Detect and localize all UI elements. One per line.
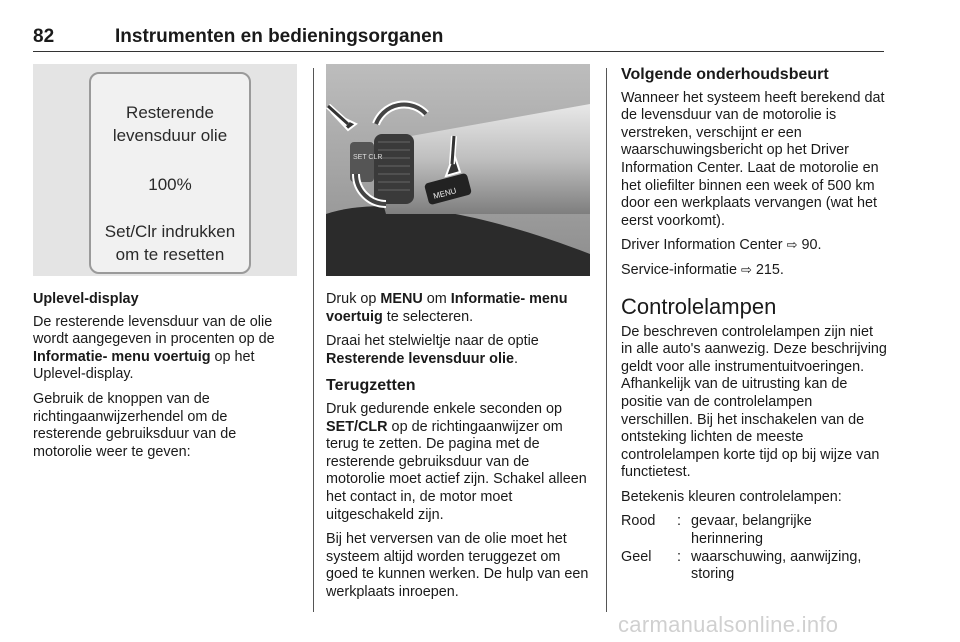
text-span: om <box>422 291 451 307</box>
text-span: op het Uplevel-display. <box>33 348 255 383</box>
page-header <box>33 26 884 48</box>
legend-sep: : <box>677 513 681 530</box>
heading-controlelampen: Controlelampen <box>621 293 777 319</box>
option-term: Resterende levensduur olie <box>326 350 514 367</box>
page-number: 82 <box>33 26 55 47</box>
column-2 <box>326 291 592 609</box>
paragraph-menu-select <box>326 291 592 326</box>
column-divider-2 <box>606 68 607 612</box>
display-screen <box>89 72 251 274</box>
display-line-4: Set/Clr indrukken <box>104 222 236 241</box>
stalk-label-menu: MENU <box>432 186 458 201</box>
heading-uplevel-display: Uplevel-display <box>33 291 139 307</box>
figure-uplevel-display <box>33 64 297 276</box>
legend-value: waarschuwing, aanwijzing, storing <box>691 548 862 583</box>
display-line-2: levensduur olie <box>112 126 228 145</box>
legend-key: Rood <box>621 513 656 530</box>
paragraph-uplevel-1 <box>33 314 299 384</box>
column-1 <box>33 291 299 468</box>
page-ref-icon: ⇨ <box>740 262 752 278</box>
page-ref-number[interactable]: 215. <box>755 261 784 278</box>
page-ref-number[interactable]: 90. <box>801 237 822 254</box>
display-value: 100% <box>148 175 192 194</box>
column-3 <box>621 66 887 584</box>
figure-indicator-stalk <box>326 64 590 276</box>
heading-next-service: Volgende onderhoudsbeurt <box>621 66 829 83</box>
cross-reference-service <box>621 262 887 280</box>
legend-key: Geel <box>621 548 652 565</box>
legend-value: gevaar, belangrijke herinnering <box>691 513 812 548</box>
menu-button-term: MENU <box>380 291 423 307</box>
text-span: . <box>513 350 518 367</box>
paragraph-reset <box>326 401 592 524</box>
legend-row-red <box>621 513 887 548</box>
menu-term: Informatie- menu voertuig <box>33 348 211 365</box>
display-line-5: om te resetten <box>115 245 225 264</box>
legend-row-yellow <box>621 549 887 584</box>
page-ref-icon: ⇨ <box>786 238 798 254</box>
paragraph-next-service: Wanneer het systeem heeft berekend dat de levensduur van de motorolie is verstreken, verschijnt er een waarschuwingsbericht op het Driver Information Center. Laat de motorolie en het oliefilter binnen een week of 500 km door een werkplaats vervangen (wat het eerst voorkomt). <box>621 89 885 229</box>
header-rule <box>33 51 884 52</box>
stalk-label-set: SET CLR <box>353 154 383 161</box>
watermark: carmanualsonline.info <box>618 612 839 637</box>
menu-term: Informatie- menu voertuig <box>326 291 568 325</box>
heading-terugzetten: Terugzetten <box>326 377 416 395</box>
paragraph-color-meaning: Betekenis kleuren controlelampen: <box>621 488 842 505</box>
chapter-title: Instrumenten en bedieningsorganen <box>115 26 444 47</box>
text-span: De resterende levensduur van de olie wordt aangegeven in procenten op de <box>33 313 275 348</box>
paragraph-oil-change: Bij het verversen van de olie moet het systeem altijd worden teruggezet om goed te kunnen werken. De hulp van een werkplaats inroepen. <box>326 531 589 600</box>
stalk-illustration <box>326 64 590 276</box>
text-span: Druk gedurende enkele seconden op <box>326 400 563 417</box>
text-span: op de richtingaanwijzer om terug te zetten. De pagina met de resterende gebruiksduur van de motorolie moet actief zijn. Schakel alleen het contact in, de motor moet uitgeschakeld zijn. <box>326 418 587 523</box>
text-span: Driver Information Center <box>621 237 783 254</box>
text-span: te selecteren. <box>382 308 474 325</box>
text-span: Draai het stelwieltje naar de optie <box>326 333 539 350</box>
display-line-1: Resterende <box>126 103 214 122</box>
paragraph-thumbwheel <box>326 333 592 368</box>
paragraph-controlelampen: De beschreven controlelampen zijn niet in alle auto's aanwezig. Deze beschrijving geldt voor alle instrumentuitvoeringen. Afhankelijk van de uitrusting kan de positie van de controlelampen verschillen. Bij het inschakelen van de ontsteking lichten de meeste controlelampen korte tijd op bij wijze van functietest. <box>621 323 887 481</box>
cross-reference-dic <box>621 237 887 255</box>
column-divider-1 <box>313 68 314 612</box>
paragraph-uplevel-2: Gebruik de knoppen van de richtingaanwijzerhendel om de resterende gebruiksduur van de motorolie weer te geven: <box>33 390 237 460</box>
set-clr-term: SET/CLR <box>326 418 388 435</box>
text-span: Service-informatie <box>621 261 737 278</box>
text-span: Druk op <box>326 291 381 307</box>
legend-sep: : <box>677 548 681 565</box>
